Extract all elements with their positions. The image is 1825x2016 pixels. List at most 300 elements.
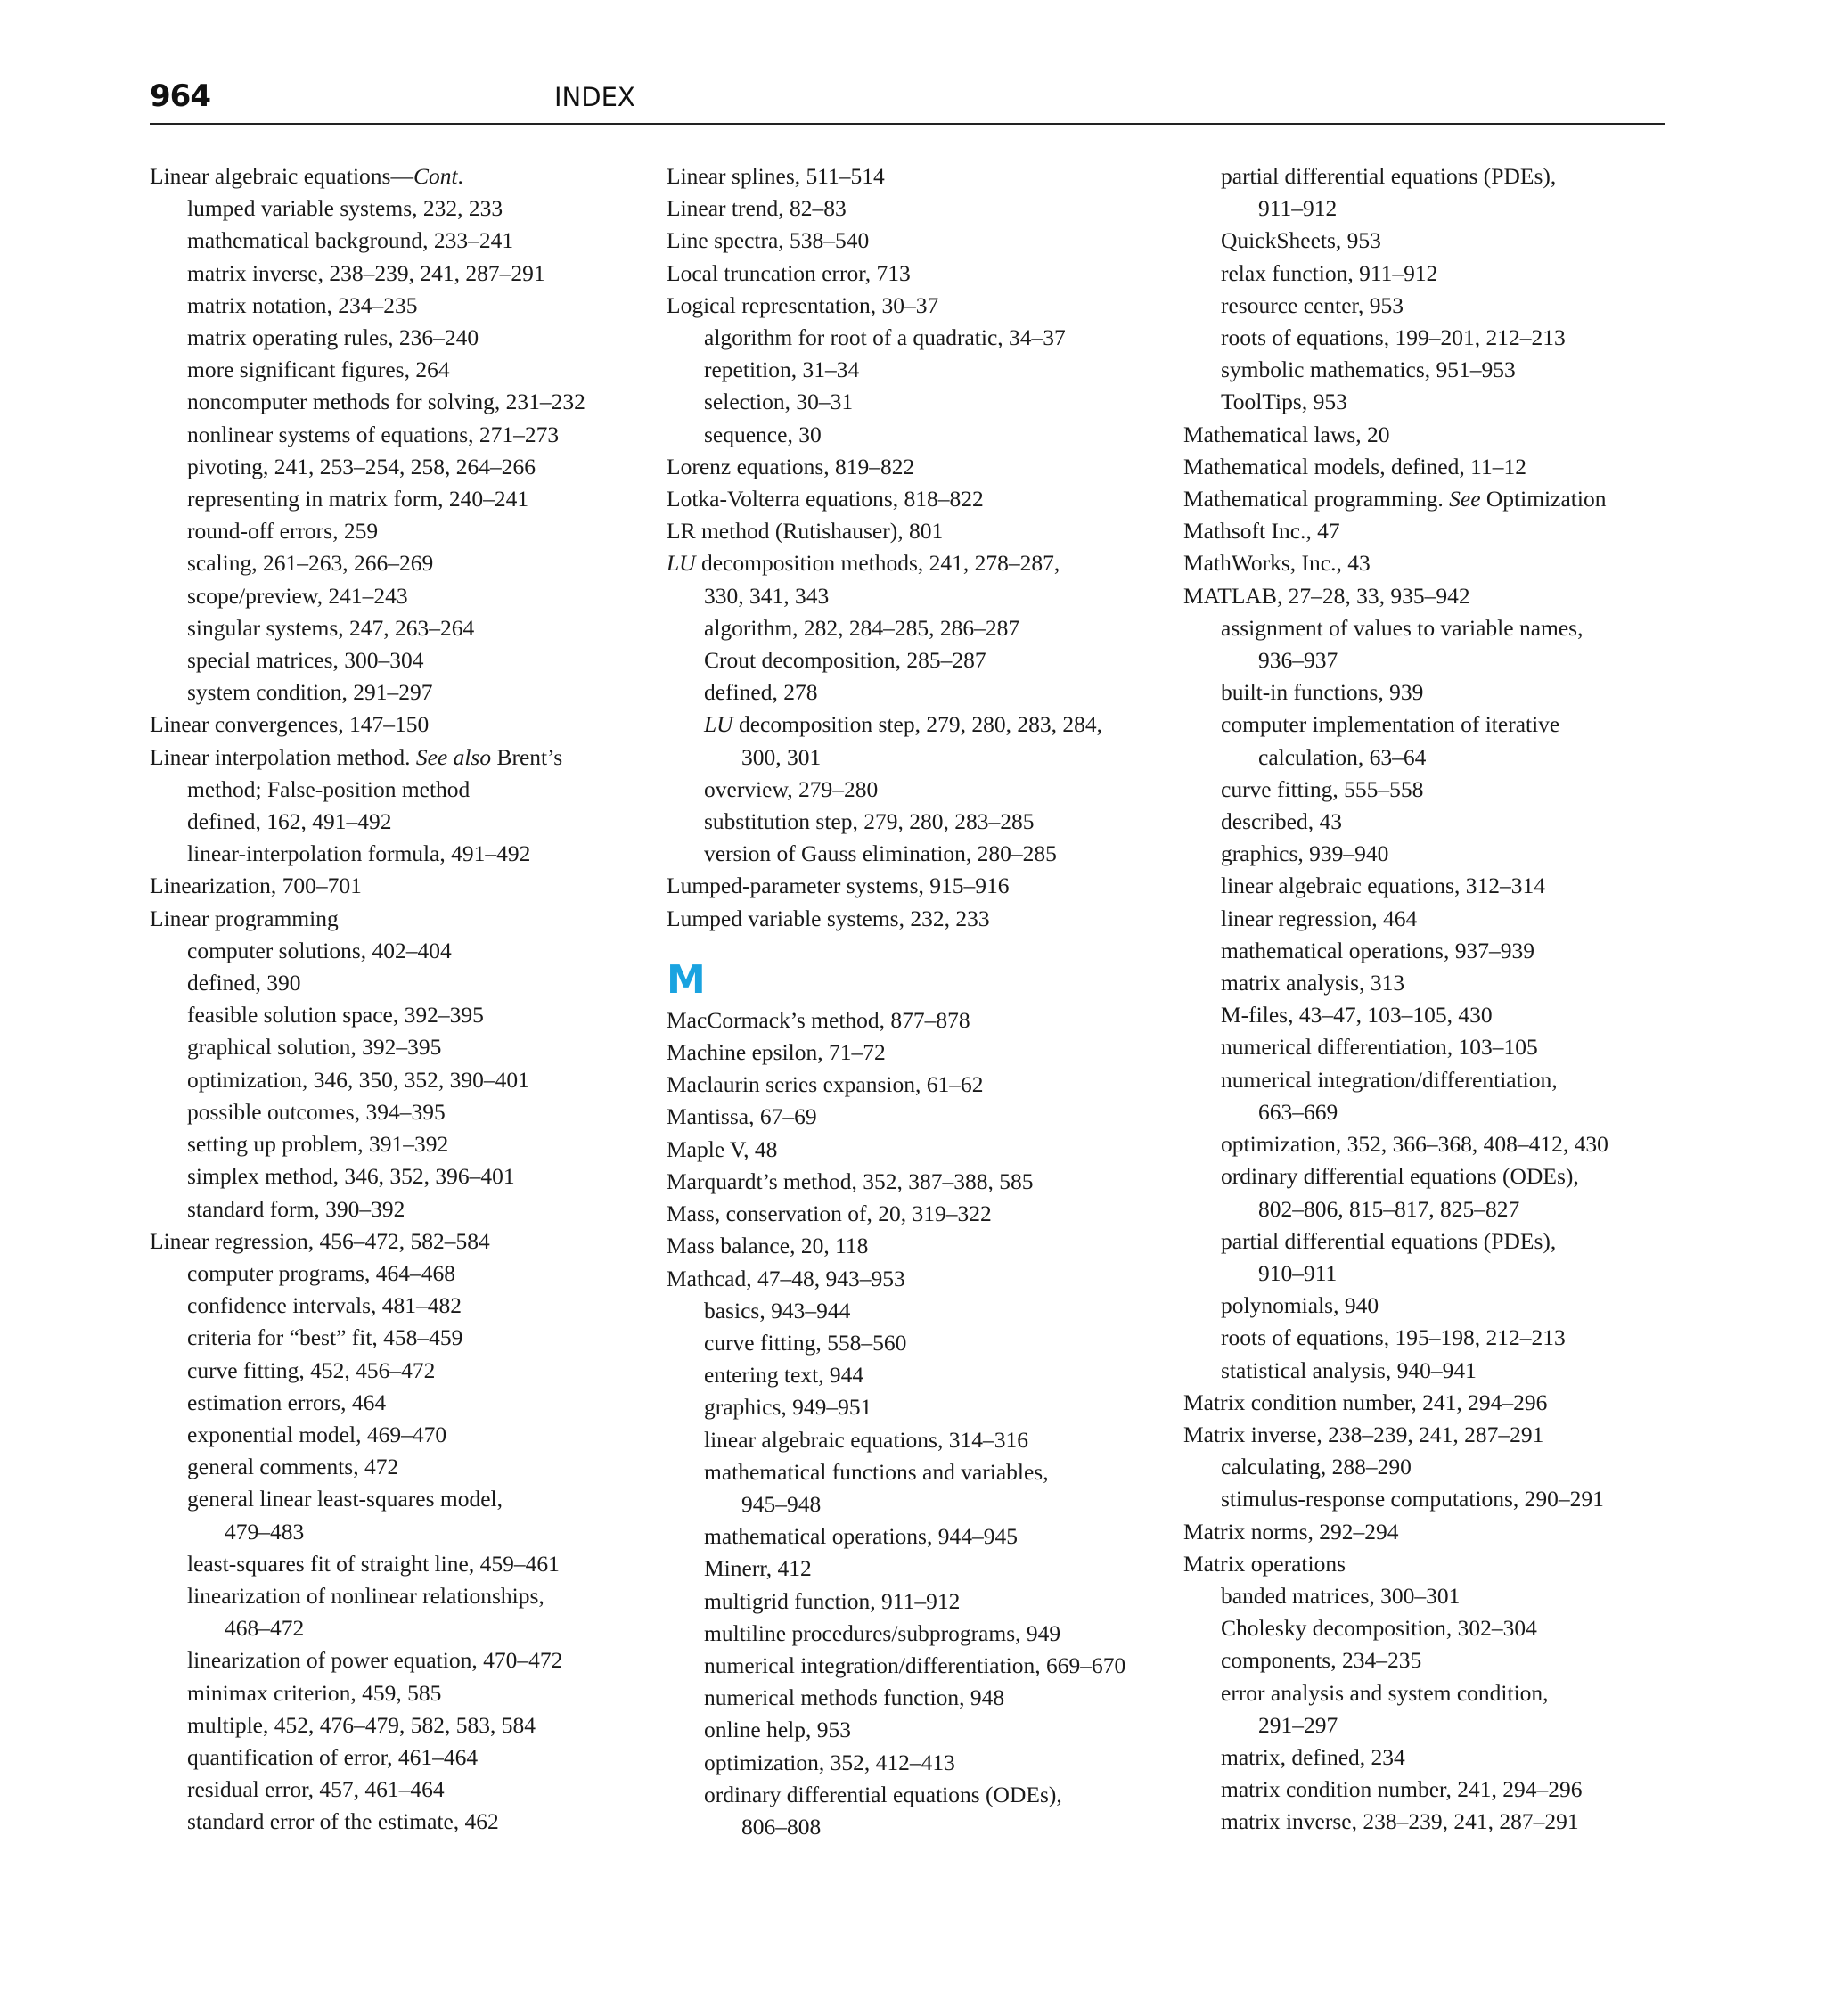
- index-entry: [667, 1101, 1125, 1133]
- entry-text: Maclaurin series expansion, 61–62: [667, 1071, 984, 1098]
- index-subentry: [150, 612, 585, 644]
- entry-text: minimax criterion, 459, 585: [187, 1679, 442, 1706]
- index-subentry: [1183, 1580, 1608, 1612]
- entry-text: 300, 301: [741, 743, 822, 770]
- index-subentry: [150, 290, 585, 322]
- entry-text: repetition, 31–34: [704, 356, 860, 383]
- index-entry: [667, 515, 1125, 547]
- index-subentry: [1183, 1355, 1608, 1387]
- index-subentry: [150, 1128, 585, 1160]
- entry-text: Mathcad, 47–48, 943–953: [667, 1265, 905, 1291]
- index-subentry: [150, 547, 585, 579]
- entry-trailing-text: decomposition methods, 241, 278–287,: [695, 550, 1060, 577]
- index-subentry: [150, 1193, 585, 1225]
- entry-text: 479–483: [225, 1518, 305, 1545]
- entry-text: matrix operating rules, 236–240: [187, 324, 479, 351]
- index-subentry: [150, 354, 585, 386]
- index-subentry: [150, 1548, 585, 1580]
- index-subentry: [1183, 1483, 1608, 1515]
- index-subentry: [150, 580, 585, 612]
- index-subentry: [667, 1488, 1125, 1520]
- index-entry: [667, 193, 1125, 225]
- index-subentry: [667, 1295, 1125, 1327]
- index-subentry: [1183, 1225, 1608, 1258]
- index-subentry: [1183, 1644, 1608, 1676]
- index-subentry: [667, 354, 1125, 386]
- entry-text: mathematical functions and variables,: [704, 1458, 1049, 1485]
- index-subentry: [150, 322, 585, 354]
- index-subentry: [667, 774, 1125, 806]
- entry-text: more significant figures, 264: [187, 356, 450, 383]
- index-entry: [667, 1198, 1125, 1230]
- entry-text: version of Gauss elimination, 280–285: [704, 840, 1057, 867]
- entry-text: curve fitting, 555–558: [1221, 775, 1424, 802]
- index-subentry: [150, 1322, 585, 1354]
- index-subentry: [150, 1160, 585, 1192]
- entry-text: scope/preview, 241–243: [187, 582, 408, 609]
- index-subentry: [1183, 1193, 1608, 1225]
- entry-text: linear algebraic equations, 312–314: [1221, 873, 1545, 899]
- index-entry: [667, 1069, 1125, 1101]
- index-subentry: [150, 1741, 585, 1774]
- index-subentry: [150, 1516, 585, 1548]
- entry-text: 936–937: [1258, 647, 1338, 674]
- index-subentry: [150, 644, 585, 676]
- entry-text: Mass balance, 20, 118: [667, 1233, 869, 1259]
- entry-text: 291–297: [1258, 1711, 1338, 1738]
- index-subentry: [1183, 1258, 1608, 1290]
- entry-trailing-text: decomposition step, 279, 280, 283, 284,: [732, 711, 1102, 738]
- index-subentry: [1183, 612, 1608, 644]
- entry-trailing-text: Optimization: [1480, 486, 1607, 512]
- index-subentry: [150, 1483, 585, 1515]
- entry-text: statistical analysis, 940–941: [1221, 1356, 1477, 1383]
- index-subentry: [1183, 806, 1608, 838]
- entry-text: confidence intervals, 481–482: [187, 1292, 462, 1319]
- entry-text: partial differential equations (PDEs),: [1221, 1227, 1557, 1254]
- entry-text: Mantissa, 67–69: [667, 1103, 817, 1130]
- entry-text: Matrix norms, 292–294: [1183, 1518, 1399, 1545]
- entry-text: lumped variable systems, 232, 233: [187, 195, 503, 222]
- index-subentry: [150, 935, 585, 967]
- index-entry: [1183, 1387, 1608, 1419]
- index-subentry: [667, 676, 1125, 709]
- index-subentry: [667, 1520, 1125, 1553]
- entry-text: assignment of values to variable names,: [1221, 614, 1584, 641]
- entry-text: Crout decomposition, 285–287: [704, 647, 986, 674]
- index-subentry: [667, 709, 1125, 741]
- index-entry: [667, 1263, 1125, 1295]
- entry-text: overview, 279–280: [704, 775, 879, 802]
- index-subentry: [1183, 193, 1608, 225]
- entry-text: Line spectra, 538–540: [667, 227, 870, 254]
- index-subentry: [150, 967, 585, 999]
- entry-text: 945–948: [741, 1490, 822, 1517]
- index-entry: [150, 1225, 585, 1258]
- index-subentry: [150, 1806, 585, 1838]
- index-subentry: [667, 838, 1125, 870]
- index-subentry: [150, 1355, 585, 1387]
- entry-text: multiline procedures/subprograms, 949: [704, 1619, 1061, 1646]
- entry-italic-text: See also: [415, 743, 492, 770]
- entry-text: defined, 390: [187, 970, 301, 996]
- entry-text: built-in functions, 939: [1221, 679, 1424, 706]
- index-subentry: [150, 193, 585, 225]
- entry-text: ordinary differential equations (ODEs),: [1221, 1163, 1579, 1190]
- index-subentry: [150, 451, 585, 483]
- index-subentry: [1183, 225, 1608, 257]
- index-subentry: [1183, 1806, 1608, 1838]
- entry-text: nonlinear systems of equations, 271–273: [187, 421, 560, 447]
- entry-text: Maple V, 48: [667, 1135, 778, 1162]
- entry-text: MathWorks, Inc., 43: [1183, 550, 1371, 577]
- entry-text: pivoting, 241, 253–254, 258, 264–266: [187, 453, 536, 479]
- entry-text: Machine epsilon, 71–72: [667, 1039, 886, 1066]
- entry-text: method; False-position method: [187, 775, 471, 802]
- index-subentry: [150, 999, 585, 1031]
- entry-text: system condition, 291–297: [187, 679, 433, 706]
- entry-text: roots of equations, 195–198, 212–213: [1221, 1324, 1566, 1351]
- entry-text: optimization, 352, 366–368, 408–412, 430: [1221, 1131, 1608, 1158]
- index-subentry: [667, 1650, 1125, 1682]
- index-entry: [667, 483, 1125, 515]
- entry-text: matrix notation, 234–235: [187, 291, 418, 318]
- entry-text: Mathematical models, defined, 11–12: [1183, 453, 1526, 479]
- entry-text: Linear programming: [150, 905, 339, 931]
- entry-text: LR method (Rutishauser), 801: [667, 518, 944, 545]
- index-entry: [667, 258, 1125, 290]
- index-subentry: [150, 1580, 585, 1612]
- entry-text: possible outcomes, 394–395: [187, 1098, 446, 1125]
- entry-text: Logical representation, 30–37: [667, 291, 939, 318]
- entry-text: 910–911: [1258, 1259, 1338, 1286]
- entry-text: stimulus-response computations, 290–291: [1221, 1486, 1604, 1512]
- entry-text: least-squares fit of straight line, 459–461: [187, 1550, 560, 1577]
- entry-text: simplex method, 346, 352, 396–401: [187, 1163, 515, 1190]
- entry-text: Mathsoft Inc., 47: [1183, 518, 1340, 545]
- index-subentry: [1183, 322, 1608, 354]
- index-subentry: [150, 1612, 585, 1644]
- index-subentry: [1183, 1451, 1608, 1483]
- index-subentry: [667, 1811, 1125, 1843]
- index-subentry: [667, 1391, 1125, 1423]
- entry-text: Linearization, 700–701: [150, 873, 362, 899]
- entry-text: linear-interpolation formula, 491–492: [187, 840, 531, 867]
- index-entry: [1183, 515, 1608, 547]
- entry-text: components, 234–235: [1221, 1647, 1422, 1674]
- index-subentry: [1183, 258, 1608, 290]
- entry-text: Linear algebraic equations—: [150, 163, 413, 189]
- index-entry: [667, 451, 1125, 483]
- entry-text: 802–806, 815–817, 825–827: [1258, 1195, 1520, 1222]
- entry-trailing-text: .: [457, 163, 463, 189]
- entry-text: linearization of nonlinear relationships,: [187, 1582, 544, 1609]
- index-entry: [150, 709, 585, 741]
- entry-text: partial differential equations (PDEs),: [1221, 163, 1557, 189]
- entry-text: Marquardt’s method, 352, 387–388, 585: [667, 1168, 1034, 1194]
- index-subentry: [667, 1747, 1125, 1779]
- entry-text: Mass, conservation of, 20, 319–322: [667, 1201, 992, 1227]
- index-subentry: [667, 1424, 1125, 1456]
- index-entry: [667, 870, 1125, 902]
- entry-text: curve fitting, 558–560: [704, 1329, 907, 1356]
- entry-text: Minerr, 412: [704, 1555, 812, 1582]
- entry-text: Matrix inverse, 238–239, 241, 287–291: [1183, 1421, 1544, 1447]
- entry-text: linear regression, 464: [1221, 905, 1418, 931]
- index-subentry: [1183, 1612, 1608, 1644]
- index-subentry: [1183, 1709, 1608, 1741]
- entry-text: optimization, 346, 350, 352, 390–401: [187, 1066, 529, 1093]
- index-entry: [667, 903, 1125, 935]
- index-subentry: [667, 580, 1125, 612]
- entry-text: scaling, 261–263, 266–269: [187, 550, 434, 577]
- entry-text: calculating, 288–290: [1221, 1454, 1412, 1480]
- index-subentry: [667, 1618, 1125, 1650]
- index-subentry: [150, 1451, 585, 1483]
- entry-text: optimization, 352, 412–413: [704, 1749, 955, 1775]
- index-entry: [667, 1230, 1125, 1262]
- index-entry: [1183, 1419, 1608, 1451]
- index-subentry: [150, 419, 585, 451]
- index-subentry: [667, 1553, 1125, 1585]
- index-subentry: [1183, 160, 1608, 193]
- index-entry: [667, 1166, 1125, 1198]
- index-subentry: [1183, 935, 1608, 967]
- index-subentry: [150, 1387, 585, 1419]
- index-subentry: [1183, 774, 1608, 806]
- index-subentry: [1183, 903, 1608, 935]
- entry-text: Matrix condition number, 241, 294–296: [1183, 1389, 1548, 1415]
- entry-text: numerical integration/differentiation,: [1221, 1066, 1558, 1093]
- index-entry: [667, 547, 1125, 579]
- entry-text: 806–808: [741, 1813, 822, 1840]
- entry-text: computer implementation of iterative: [1221, 711, 1560, 738]
- entry-italic-text: LU: [667, 550, 696, 577]
- entry-text: matrix, defined, 234: [1221, 1743, 1405, 1770]
- entry-text: mathematical operations, 937–939: [1221, 937, 1534, 963]
- entry-text: MATLAB, 27–28, 33, 935–942: [1183, 582, 1470, 609]
- entry-text: Linear interpolation method.: [150, 743, 416, 770]
- entry-text: numerical integration/differentiation, 669–670: [704, 1651, 1126, 1678]
- index-subentry: [667, 1682, 1125, 1714]
- index-entry: [1183, 451, 1608, 483]
- entry-text: mathematical background, 233–241: [187, 227, 514, 254]
- entry-text: Mathematical laws, 20: [1183, 421, 1390, 447]
- index-subentry: [667, 1779, 1125, 1811]
- entry-text: Lumped variable systems, 232, 233: [667, 905, 990, 931]
- index-subentry: [667, 1586, 1125, 1618]
- index-subentry: [1183, 386, 1608, 418]
- index-subentry: [150, 774, 585, 806]
- entry-text: Matrix operations: [1183, 1550, 1346, 1577]
- entry-text: multiple, 452, 476–479, 582, 583, 584: [187, 1711, 536, 1738]
- entry-text: graphics, 949–951: [704, 1394, 872, 1421]
- entry-text: banded matrices, 300–301: [1221, 1582, 1461, 1609]
- entry-text: defined, 162, 491–492: [187, 808, 392, 835]
- index-entry: [667, 1134, 1125, 1166]
- entry-text: resource center, 953: [1221, 291, 1404, 318]
- index-subentry: [150, 1096, 585, 1128]
- entry-text: multigrid function, 911–912: [704, 1587, 961, 1614]
- index-subentry: [1183, 1064, 1608, 1096]
- index-entry: [1183, 419, 1608, 451]
- index-column-2: [667, 160, 1125, 1843]
- entry-text: residual error, 457, 461–464: [187, 1776, 445, 1803]
- entry-italic-text: LU: [704, 711, 733, 738]
- entry-text: algorithm for root of a quadratic, 34–37: [704, 324, 1066, 351]
- entry-text: ToolTips, 953: [1221, 389, 1347, 415]
- index-subentry: [150, 225, 585, 257]
- entry-text: matrix condition number, 241, 294–296: [1221, 1776, 1583, 1803]
- index-subentry: [150, 1290, 585, 1322]
- entry-text: MacCormack’s method, 877–878: [667, 1006, 970, 1033]
- index-subentry: [1183, 1290, 1608, 1322]
- index-subentry: [667, 1359, 1125, 1391]
- index-entry: [150, 742, 585, 774]
- entry-text: polynomials, 940: [1221, 1292, 1379, 1319]
- entry-text: calculation, 63–64: [1258, 743, 1427, 770]
- entry-text: exponential model, 469–470: [187, 1421, 447, 1447]
- index-subentry: [150, 258, 585, 290]
- entry-text: selection, 30–31: [704, 389, 854, 415]
- entry-text: relax function, 911–912: [1221, 259, 1438, 286]
- entry-text: Lotka-Volterra equations, 818–822: [667, 486, 984, 512]
- index-subentry: [150, 1709, 585, 1741]
- entry-text: special matrices, 300–304: [187, 647, 424, 674]
- index-entry: [1183, 547, 1608, 579]
- index-subentry: [150, 515, 585, 547]
- entry-text: 911–912: [1258, 195, 1338, 222]
- running-head: INDEX: [554, 82, 635, 112]
- entry-text: Linear regression, 456–472, 582–584: [150, 1227, 490, 1254]
- entry-italic-text: See: [1449, 486, 1481, 512]
- index-subentry: [1183, 644, 1608, 676]
- entry-text: numerical differentiation, 103–105: [1221, 1034, 1538, 1061]
- entry-text: standard error of the estimate, 462: [187, 1808, 499, 1835]
- entry-text: Linear trend, 82–83: [667, 195, 847, 222]
- page-header: [150, 78, 1665, 125]
- index-subentry: [1183, 354, 1608, 386]
- entry-text: standard form, 390–392: [187, 1195, 405, 1222]
- index-subentry: [1183, 742, 1608, 774]
- page-number: 964: [150, 78, 210, 114]
- entry-text: representing in matrix form, 240–241: [187, 486, 529, 512]
- index-subentry: [150, 1064, 585, 1096]
- index-subentry: [150, 1031, 585, 1063]
- index-subentry: [1183, 290, 1608, 322]
- entry-italic-text: Cont: [413, 163, 458, 189]
- entry-text: basics, 943–944: [704, 1297, 851, 1324]
- index-subentry: [1183, 1741, 1608, 1774]
- entry-text: linear algebraic equations, 314–316: [704, 1426, 1028, 1453]
- entry-text: error analysis and system condition,: [1221, 1679, 1549, 1706]
- index-entry: [667, 1037, 1125, 1069]
- entry-text: described, 43: [1221, 808, 1342, 835]
- index-subentry: [667, 1327, 1125, 1359]
- index-subentry: [1183, 1031, 1608, 1063]
- index-subentry: [1183, 838, 1608, 870]
- index-subentry: [667, 1714, 1125, 1746]
- index-subentry: [667, 1456, 1125, 1488]
- entry-text: graphical solution, 392–395: [187, 1034, 442, 1061]
- index-column-3: [1183, 160, 1608, 1839]
- index-subentry: [150, 1419, 585, 1451]
- entry-text: 468–472: [225, 1615, 305, 1642]
- index-subentry: [1183, 1774, 1608, 1806]
- index-subentry: [1183, 1677, 1608, 1709]
- entry-text: 330, 341, 343: [704, 582, 830, 609]
- index-subentry: [1183, 1096, 1608, 1128]
- entry-text: entering text, 944: [704, 1362, 864, 1389]
- index-subentry: [1183, 870, 1608, 902]
- entry-text: Linear convergences, 147–150: [150, 711, 430, 738]
- entry-text: M-files, 43–47, 103–105, 430: [1221, 1002, 1493, 1028]
- index-entry: [667, 1004, 1125, 1037]
- entry-text: sequence, 30: [704, 421, 822, 447]
- entry-text: Mathematical programming.: [1183, 486, 1450, 512]
- index-subentry: [150, 838, 585, 870]
- index-entry: [150, 870, 585, 902]
- entry-text: general comments, 472: [187, 1454, 399, 1480]
- entry-text: Lorenz equations, 819–822: [667, 453, 915, 479]
- index-entry: [667, 160, 1125, 193]
- index-subentry: [667, 644, 1125, 676]
- entry-text: Linear splines, 511–514: [667, 163, 885, 189]
- entry-text: online help, 953: [704, 1717, 852, 1743]
- index-subentry: [150, 1677, 585, 1709]
- entry-text: estimation errors, 464: [187, 1389, 387, 1415]
- entry-text: matrix inverse, 238–239, 241, 287–291: [187, 259, 545, 286]
- entry-text: computer programs, 464–468: [187, 1259, 455, 1286]
- index-entry: [1183, 483, 1608, 515]
- index-entry: [667, 290, 1125, 322]
- entry-text: Local truncation error, 713: [667, 259, 911, 286]
- index-subentry: [667, 806, 1125, 838]
- entry-text: QuickSheets, 953: [1221, 227, 1381, 254]
- entry-text: roots of equations, 199–201, 212–213: [1221, 324, 1566, 351]
- entry-text: symbolic mathematics, 951–953: [1221, 356, 1516, 383]
- index-subentry: [1183, 709, 1608, 741]
- index-subentry: [1183, 676, 1608, 709]
- entry-text: round-off errors, 259: [187, 518, 379, 545]
- index-subentry: [1183, 1322, 1608, 1354]
- entry-text: graphics, 939–940: [1221, 840, 1389, 867]
- index-subentry: [667, 386, 1125, 418]
- section-letter: M: [667, 956, 706, 1003]
- index-subentry: [1183, 1160, 1608, 1192]
- index-entry: [150, 903, 585, 935]
- entry-text: Cholesky decomposition, 302–304: [1221, 1615, 1537, 1642]
- index-subentry: [150, 1258, 585, 1290]
- entry-text: curve fitting, 452, 456–472: [187, 1356, 436, 1383]
- entry-trailing-text: Brent’s: [491, 743, 563, 770]
- index-entry: [1183, 1516, 1608, 1548]
- index-entry: [1183, 1548, 1608, 1580]
- index-subentry: [150, 1774, 585, 1806]
- index-subentry: [667, 612, 1125, 644]
- index-subentry: [667, 742, 1125, 774]
- entry-text: substitution step, 279, 280, 283–285: [704, 808, 1035, 835]
- index-subentry: [667, 322, 1125, 354]
- entry-text: algorithm, 282, 284–285, 286–287: [704, 614, 1020, 641]
- index-entry: [150, 160, 585, 193]
- entry-text: criteria for “best” fit, 458–459: [187, 1324, 463, 1351]
- index-subentry: [150, 483, 585, 515]
- index-column-1: [150, 160, 585, 1839]
- entry-text: Lumped-parameter systems, 915–916: [667, 873, 1010, 899]
- index-entry: [1183, 580, 1608, 612]
- entry-text: ordinary differential equations (ODEs),: [704, 1781, 1062, 1807]
